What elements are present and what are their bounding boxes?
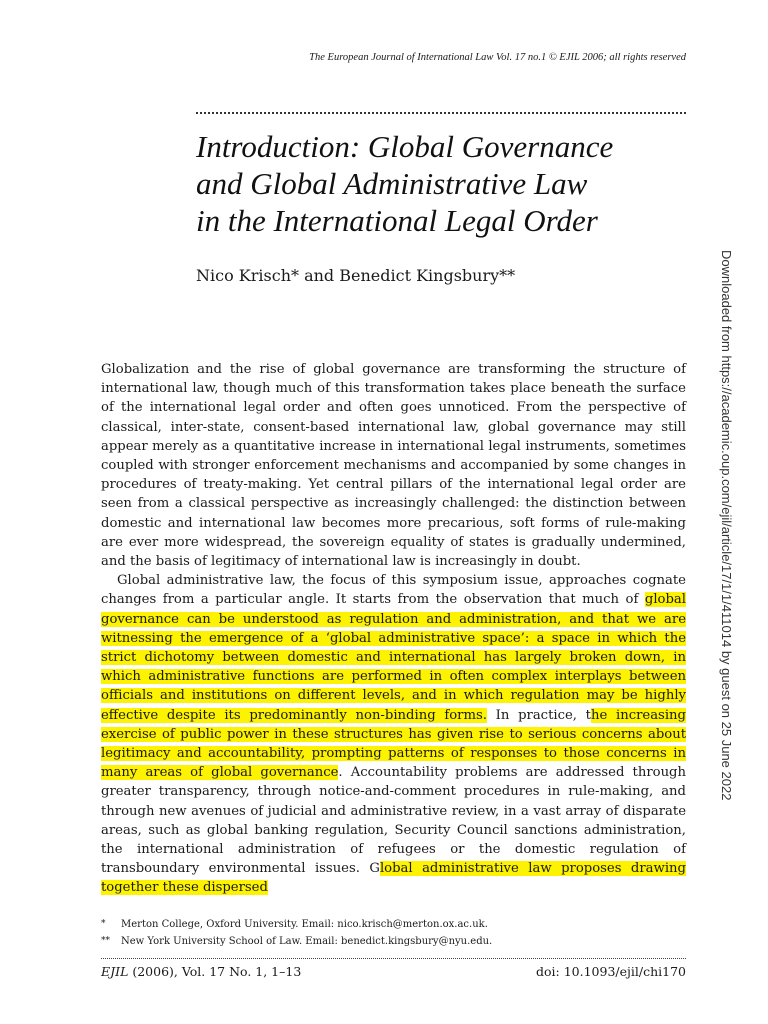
footer-dotted-rule: [101, 958, 686, 959]
title-line-3: in the International Legal Order: [196, 203, 598, 238]
citation-text: (2006), Vol. 17 No. 1, 1–13: [128, 964, 302, 979]
footnote-text: Merton College, Oxford University. Email: nico.krisch@merton.ox.ac.uk.: [121, 919, 488, 930]
paragraph-1: Globalization and the rise of global governance are transforming the structure of international law, though much of this transformation takes place beneath the surface of the international legal order and often goes unnoticed. From the perspective of classical, inter-state, consent-based international law, global governance may still appear merely as a quantitative increase in international legal instruments, sometimes coupled with stronger enforcement mechanisms and accompanied by some changes in procedures of treaty-making. Yet central pillars of the international legal order are seen from a classical perspective as increasingly challenged: the distinction between domestic and international law becomes more precarious, soft forms of rule-making are ever more widespread, the sovereign equality of states is gradually undermined, and the basis of legitimacy of international law is increasingly in doubt.: [101, 362, 686, 570]
download-stamp: [719, 250, 740, 801]
paragraph-2: [101, 571, 686, 897]
page-footer: [101, 964, 686, 979]
footer-citation: [101, 964, 301, 979]
journal-header: The European Journal of International Law Vol. 17 no.1 © EJIL 2006; all rights reserved: [309, 52, 686, 63]
title-line-2: and Global Administrative Law: [196, 166, 588, 201]
paragraph-2-text: . Accountability problems are addressed through greater transparency, through notice-and-comment procedures in rule-making, and through new avenues of judicial and administrative review, in a vast array of disparate areas, such as global banking regulation, Security Council sanctions administration, the international administration of refugees or the domestic regulation of transboundary environmental issues. G: [101, 765, 686, 877]
highlight-3: lobal administrative law proposes drawing together these dispersed: [101, 861, 686, 896]
footnote-text: New York University School of Law. Email: benedict.kingsbury@nyu.edu.: [121, 936, 493, 947]
download-stamp-text: Downloaded from https://academic.oup.com/ejil/article/17/1/1/411014 by guest on 25 June 2022: [719, 250, 734, 801]
highlight-1: global governance can be understood as regulation and administration, and that we are witnessing the emergence of a ‘global administrative space’: a space in which the strict dichotomy between domestic and international has largely broken down, in which administrative functions are performed in often complex interplays between officials and institutions on different levels, and in which regulation may be highly effective despite its predominantly non-binding forms.: [101, 592, 686, 723]
highlight-2: he increasing exercise of public power in these structures has given rise to serious concerns about legitimacy and accountability, prompting patterns of responses to those concerns in many areas of global governance: [101, 707, 686, 781]
footnotes: [101, 916, 686, 950]
paragraph-2-text: In practice, t: [486, 707, 591, 723]
header-dotted-rule: [196, 112, 686, 114]
paragraph-2-text: Global administrative law, the focus of this symposium issue, approaches cognate changes from a particular angle. It starts from the observation that much of: [101, 573, 686, 608]
article-authors: Nico Krisch* and Benedict Kingsbury**: [196, 266, 516, 285]
footnote-mark: *: [101, 919, 106, 929]
footnote-mark: **: [101, 936, 110, 946]
footnote: [101, 916, 686, 933]
journal-abbrev: EJIL: [101, 964, 129, 979]
title-line-1: Introduction: Global Governance: [196, 129, 614, 164]
article-title: [196, 128, 696, 239]
footnote: [101, 933, 686, 950]
article-body: [101, 360, 686, 898]
footer-doi: doi: 10.1093/ejil/chi170: [536, 964, 686, 979]
